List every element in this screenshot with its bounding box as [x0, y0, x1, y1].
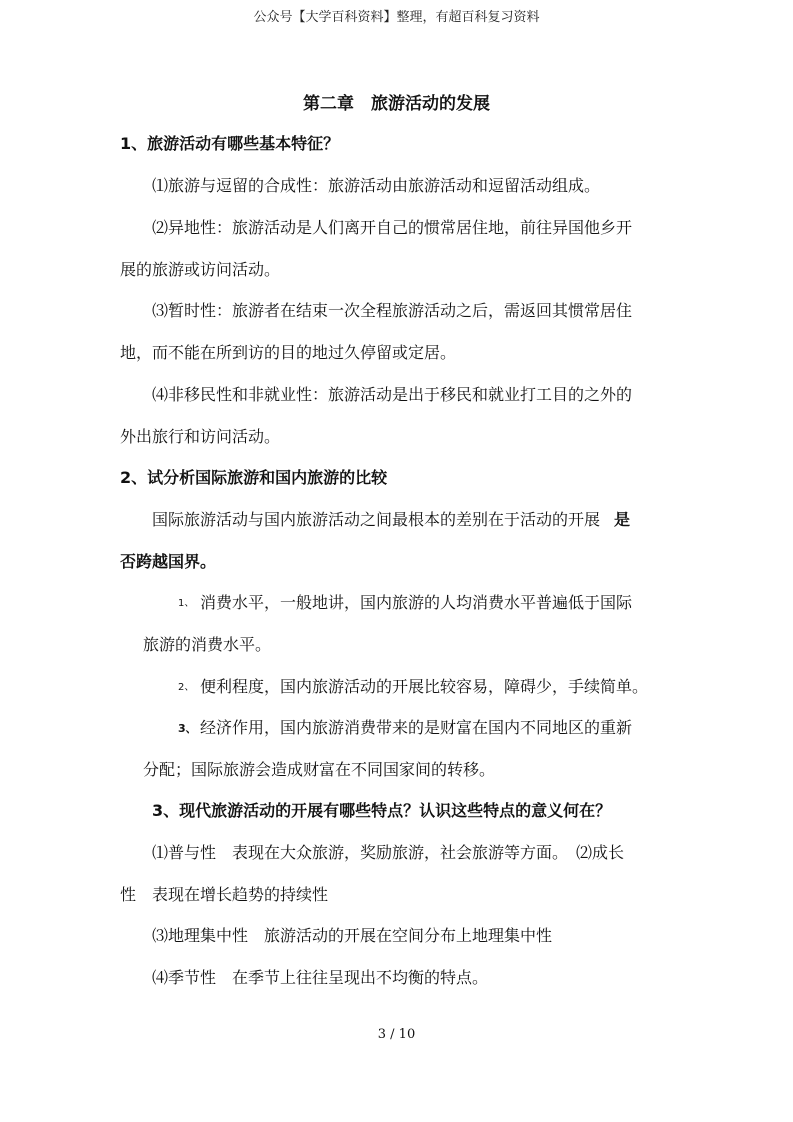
q2-intro-text: 国际旅游活动与国内旅游活动之间最根本的差别在于活动的开展	[152, 510, 601, 529]
q2-intro-line-2: 否跨越国界。	[120, 552, 217, 571]
q1-paragraph-3-line-2: 地，而不能在所到访的目的地过久停留或定居。	[120, 343, 457, 362]
q2-item-3-line-1	[178, 718, 632, 739]
q2-heading: 2、试分析国际旅游和国内旅游的比较	[120, 468, 388, 487]
q2-item-3-text: 经济作用，国内旅游消费带来的是财富在国内不同地区的重新	[200, 718, 633, 737]
q3-paragraph-2: ⑶地理集中性 旅游活动的开展在空间分布上地理集中性	[152, 926, 553, 945]
q1-paragraph-2-line-1: ⑵异地性：旅游活动是人们离开自己的惯常居住地，前往异国他乡开	[152, 218, 633, 237]
q3-paragraph-1-line-1: ⑴普与性 表现在大众旅游，奖励旅游，社会旅游等方面。 ⑵成长	[152, 843, 625, 862]
q1-heading: 1、旅游活动有哪些基本特征？	[120, 134, 340, 153]
chapter-title: 第二章 旅游活动的发展	[303, 94, 490, 114]
q1-paragraph-4-line-1: ⑷非移民性和非就业性：旅游活动是出于移民和就业打工目的之外的	[152, 385, 633, 404]
q2-item-1-line-2: 旅游的消费水平。	[143, 635, 272, 654]
q2-item-1-text: 消费水平，一般地讲，国内旅游的人均消费水平普遍低于国际	[200, 593, 633, 612]
q2-intro-line-1	[152, 510, 630, 530]
q2-item-1-line-1	[178, 593, 632, 614]
q2-intro-bold-tail: 是	[614, 510, 631, 529]
q1-paragraph-2-line-2: 展的旅游或访问活动。	[120, 260, 281, 279]
q2-item-2-number: 2、	[178, 681, 195, 693]
q1-paragraph-4-line-2: 外出旅行和访问活动。	[120, 427, 281, 446]
q1-paragraph-1: ⑴旅游与逗留的合成性：旅游活动由旅游活动和逗留活动组成。	[152, 176, 601, 195]
q2-item-2-line-1	[178, 677, 648, 698]
q2-item-3-number: 3、	[178, 721, 197, 735]
page-number: 3 / 10	[377, 1027, 416, 1042]
q3-heading: 3、现代旅游活动的开展有哪些特点？认识这些特点的意义何在？	[152, 801, 612, 820]
q3-paragraph-3: ⑷季节性 在季节上往往呈现出不均衡的特点。	[152, 968, 489, 987]
q2-item-3-line-2: 分配；国际旅游会造成财富在不同国家间的转移。	[143, 760, 496, 779]
header-note: 公众号【大学百科资料】整理，有超百科复习资料	[253, 10, 540, 25]
q2-item-2-text: 便利程度，国内旅游活动的开展比较容易，障碍少，手续简单。	[200, 677, 649, 696]
q3-paragraph-1-line-2: 性 表现在增长趋势的持续性	[120, 885, 329, 904]
q1-paragraph-3-line-1: ⑶暂时性：旅游者在结束一次全程旅游活动之后，需返回其惯常居住	[152, 301, 633, 320]
q2-item-1-number: 1、	[178, 597, 195, 609]
